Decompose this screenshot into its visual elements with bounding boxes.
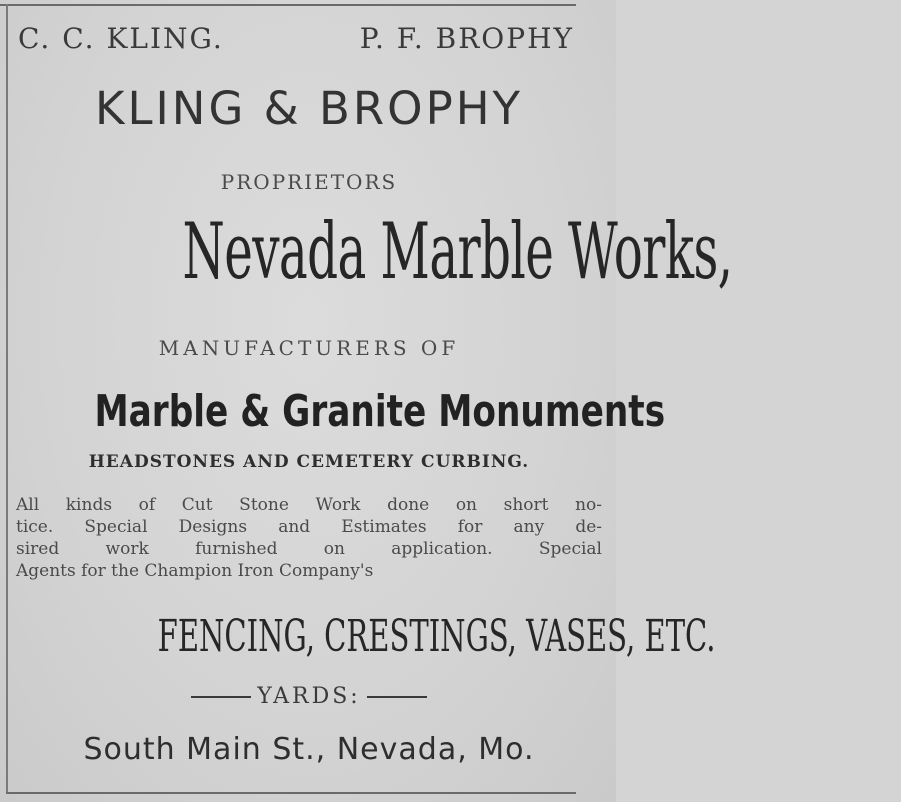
yards-heading — [14, 684, 604, 709]
proprietor-right-name: P. F. BROPHY — [359, 22, 574, 55]
bottom-border-rule — [6, 792, 576, 794]
description-line: tice. Special Designs and Estimates for any de- — [16, 517, 602, 537]
manufacturers-label: MANUFACTURERS OF — [158, 336, 460, 360]
products-line — [14, 608, 716, 666]
description-line: sired work furnished on application. Special — [16, 539, 602, 559]
right-dash-rule — [367, 696, 427, 698]
business-name-text: Nevada Marble Works, — [182, 207, 733, 297]
yards-label: YARDS: — [257, 684, 361, 709]
product-headline — [14, 382, 666, 442]
left-dash-rule — [191, 696, 251, 698]
product-subline: HEADSTONES AND CEMETERY CURBING. — [88, 452, 530, 472]
products-line-text: FENCING, CRESTINGS, VASES, ETC. — [157, 611, 716, 662]
product-headline-text: Marble & Granite Monuments — [94, 386, 666, 437]
business-name — [14, 202, 733, 302]
firm-name: KLING & BROPHY — [94, 82, 524, 135]
description-line: All kinds of Cut Stone Work done on short no- — [16, 495, 602, 515]
address: South Main St., Nevada, Mo. — [83, 732, 535, 767]
left-border-rule — [6, 4, 8, 792]
proprietor-names — [14, 22, 604, 55]
description-paragraph — [16, 494, 602, 582]
proprietor-left-name: C. C. KLING. — [18, 22, 224, 55]
description-line: Agents for the Champion Iron Company's — [16, 561, 374, 581]
proprietors-label: PROPRIETORS — [220, 170, 398, 194]
top-border-rule — [0, 4, 576, 6]
